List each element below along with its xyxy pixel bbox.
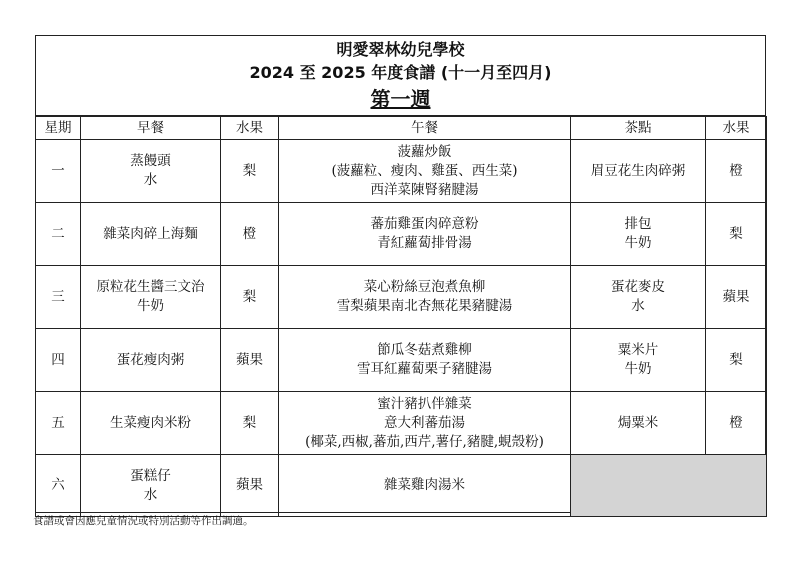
breakfast-cell — [81, 455, 221, 517]
lunch-cell — [279, 266, 571, 329]
fruit-cell: 蘋果 — [221, 455, 279, 517]
snack-cell — [571, 140, 706, 203]
col-header-breakfast: 早餐 — [81, 117, 221, 140]
period-title: 2024 至 2025 年度食譜 (十一月至四月) — [249, 63, 552, 82]
snack-cell-line: 排包 — [624, 216, 652, 232]
fruit-cell-2: 梨 — [706, 203, 767, 266]
day-cell: 四 — [36, 329, 81, 392]
day-cell: 六 — [36, 455, 81, 517]
lunch-cell-line: 雜菜雞肉湯米 — [384, 477, 465, 493]
col-header-lunch: 午餐 — [279, 117, 571, 140]
fruit-cell-2: 蘋果 — [706, 266, 767, 329]
col-header-fruit: 水果 — [221, 117, 279, 140]
col-header-snack: 茶點 — [571, 117, 706, 140]
lunch-cell — [279, 329, 571, 392]
menu-row — [36, 203, 767, 266]
fruit-cell: 梨 — [221, 392, 279, 455]
breakfast-cell — [81, 266, 221, 329]
lunch-cell — [279, 455, 571, 517]
snack-cell-line: 焗粟米 — [617, 414, 659, 431]
snack-cell-line: 眉豆花生肉碎粥 — [590, 162, 686, 179]
empty-shaded-cell — [571, 455, 767, 517]
breakfast-cell — [81, 392, 221, 455]
snack-cell — [571, 266, 706, 329]
col-header-fruit-2: 水果 — [706, 117, 767, 140]
lunch-cell-line: 雪耳紅蘿蔔栗子豬腱湯 — [357, 361, 492, 377]
menu-row — [36, 392, 767, 455]
day-cell: 三 — [36, 266, 81, 329]
day-cell: 五 — [36, 392, 81, 455]
menu-row — [36, 266, 767, 329]
lunch-cell-line: 菠蘿炒飯 — [397, 143, 452, 160]
fruit-cell: 梨 — [221, 140, 279, 203]
col-header-day: 星期 — [36, 117, 81, 140]
snack-cell-line: 水 — [631, 298, 645, 314]
lunch-cell-line: 雪梨蘋果南北杏無花果豬腱湯 — [336, 298, 513, 314]
menu-sheet — [35, 35, 766, 513]
snack-cell-line: 牛奶 — [624, 361, 652, 377]
lunch-cell-line: (菠蘿粒、瘦肉、雞蛋、西生菜) — [331, 162, 518, 179]
breakfast-cell-line: 雜菜肉碎上海麵 — [103, 225, 198, 242]
snack-cell — [571, 392, 706, 455]
breakfast-cell-line: 生菜瘦肉米粉 — [110, 414, 191, 431]
lunch-cell-line: 節瓜冬菇煮雞柳 — [377, 342, 472, 358]
breakfast-cell-line: 原粒花生醬三文治 — [96, 279, 205, 295]
menu-table — [35, 116, 767, 517]
breakfast-cell — [81, 203, 221, 266]
fruit-cell: 蘋果 — [221, 329, 279, 392]
breakfast-cell — [81, 140, 221, 203]
breakfast-cell-line: 蛋糕仔 — [130, 467, 171, 484]
fruit-cell-2: 橙 — [706, 392, 767, 455]
fruit-cell-2: 梨 — [706, 329, 767, 392]
breakfast-cell-line: 蛋花瘦肉粥 — [116, 351, 185, 368]
lunch-cell — [279, 392, 571, 455]
breakfast-cell-line: 牛奶 — [137, 298, 164, 314]
lunch-cell-line: (椰菜,西椒,蕃茄,西芹,薯仔,豬腱,蜆殼粉) — [305, 433, 544, 450]
menu-row — [36, 329, 767, 392]
snack-cell — [571, 329, 706, 392]
fruit-cell: 梨 — [221, 266, 279, 329]
lunch-cell — [279, 140, 571, 203]
breakfast-cell-line: 水 — [143, 172, 158, 188]
footnote: 食譜或會因應兒童情況或特別活動等作出調適。 — [33, 515, 254, 527]
breakfast-cell-line: 水 — [143, 486, 158, 503]
lunch-cell-line: 西洋菜陳腎豬腱湯 — [370, 181, 479, 198]
snack-cell — [571, 203, 706, 266]
lunch-cell-line: 菜心粉絲豆泡煮魚柳 — [363, 279, 486, 295]
header-row — [36, 117, 767, 140]
lunch-cell-line: 青紅蘿蔔排骨湯 — [377, 235, 472, 251]
breakfast-cell — [81, 329, 221, 392]
snack-cell-line: 蛋花麥皮 — [611, 279, 665, 295]
lunch-cell-line: 意大利蕃茄湯 — [384, 414, 465, 431]
week-title: 第一週 — [370, 87, 431, 111]
day-cell: 一 — [36, 140, 81, 203]
menu-row — [36, 455, 767, 517]
school-name: 明愛翠林幼兒學校 — [336, 40, 465, 59]
day-cell: 二 — [36, 203, 81, 266]
snack-cell-line: 牛奶 — [624, 235, 652, 251]
title-block — [36, 36, 765, 116]
breakfast-cell-line: 蒸饅頭 — [130, 153, 171, 169]
fruit-cell: 橙 — [221, 203, 279, 266]
menu-row — [36, 140, 767, 203]
lunch-cell — [279, 203, 571, 266]
lunch-cell-line: 蕃茄雞蛋肉碎意粉 — [370, 216, 479, 232]
lunch-cell-line: 蜜汁豬扒伴雜菜 — [377, 395, 472, 412]
snack-cell-line: 粟米片 — [617, 342, 659, 358]
fruit-cell-2: 橙 — [706, 140, 767, 203]
